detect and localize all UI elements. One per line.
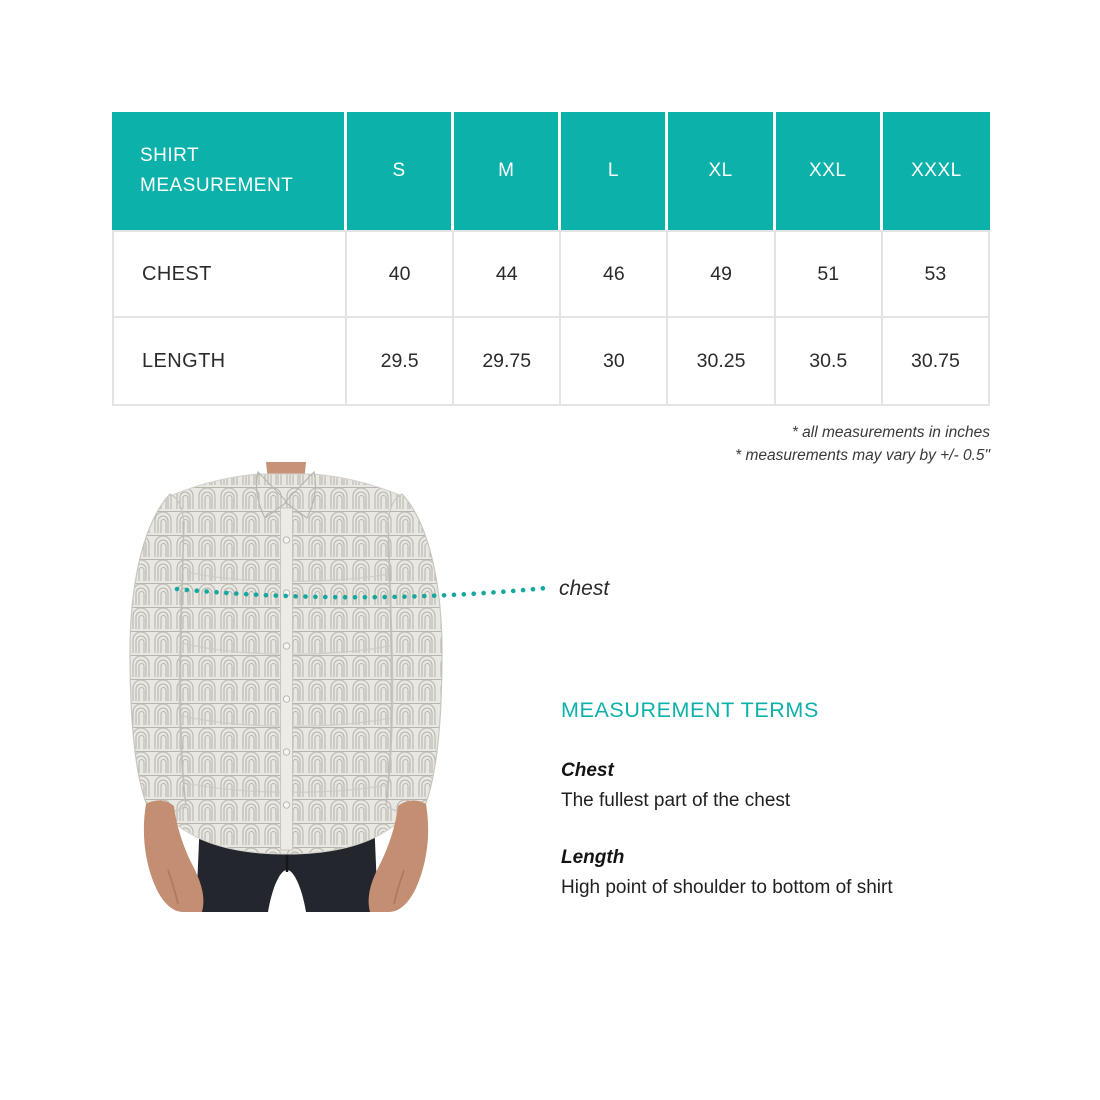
- cell-chest-m: 44: [454, 230, 561, 318]
- measurement-terms-heading: MEASUREMENT TERMS: [561, 698, 819, 722]
- cell-length-xl: 30.25: [668, 318, 775, 406]
- model-photo: [108, 462, 460, 912]
- cell-length-xxxl: 30.75: [883, 318, 990, 406]
- term-length: Length: [561, 847, 625, 868]
- chest-dotted-line: [172, 580, 552, 608]
- table-header-size-m: M: [454, 112, 561, 230]
- cell-length-xxl: 30.5: [776, 318, 883, 406]
- button-placket: [281, 508, 293, 850]
- measurement-notes: [735, 421, 990, 467]
- note-variance: * measurements may vary by +/- 0.5": [735, 447, 990, 464]
- note-inches: * all measurements in inches: [791, 424, 990, 441]
- cell-chest-xxl: 51: [776, 230, 883, 318]
- term-length-definition: High point of shoulder to bottom of shirt: [561, 877, 893, 898]
- term-chest: Chest: [561, 760, 614, 781]
- cell-chest-xxxl: 53: [883, 230, 990, 318]
- table-header-size-s: S: [347, 112, 454, 230]
- row-label-length: LENGTH: [112, 318, 347, 406]
- table-header-size-xxxl: XXXL: [883, 112, 990, 230]
- term-chest-definition: The fullest part of the chest: [561, 790, 791, 811]
- cell-length-m: 29.75: [454, 318, 561, 406]
- cell-chest-s: 40: [347, 230, 454, 318]
- table-header-size-l: L: [561, 112, 668, 230]
- chest-line-label: chest: [559, 577, 610, 600]
- cell-length-s: 29.5: [347, 318, 454, 406]
- shirt-measurement-table: [112, 112, 990, 406]
- cell-chest-l: 46: [561, 230, 668, 318]
- table-header-size-xxl: XXL: [776, 112, 883, 230]
- table-header-shirt-measurement-text: SHIRT MEASUREMENT: [140, 145, 294, 196]
- table-header-size-xl: XL: [668, 112, 775, 230]
- row-label-chest: CHEST: [112, 230, 347, 318]
- table-header-shirt-measurement: [112, 112, 347, 230]
- cell-chest-xl: 49: [668, 230, 775, 318]
- cell-length-l: 30: [561, 318, 668, 406]
